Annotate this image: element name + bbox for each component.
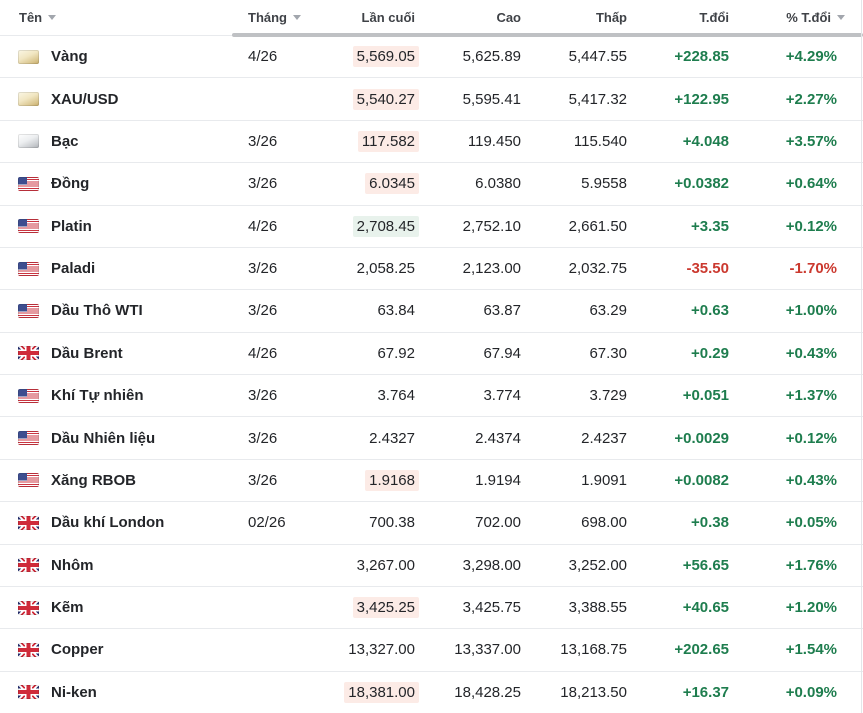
change-cell: +0.0082 bbox=[674, 471, 729, 489]
instrument-cell bbox=[0, 641, 232, 658]
instrument-name[interactable]: Kẽm bbox=[51, 599, 84, 617]
low-cell: 18,213.50 bbox=[560, 683, 627, 701]
change-pct-cell: +0.12% bbox=[785, 429, 837, 447]
last-cell bbox=[310, 639, 420, 660]
instrument-cell bbox=[0, 514, 232, 531]
last-value: 3,425.25 bbox=[353, 597, 419, 618]
table-row[interactable] bbox=[0, 375, 863, 417]
sort-arrow-icon bbox=[293, 15, 301, 20]
last-cell bbox=[310, 258, 420, 279]
us-flag-icon bbox=[18, 177, 39, 191]
low-cell: 1.9091 bbox=[581, 471, 627, 489]
us-flag-icon bbox=[18, 304, 39, 318]
last-cell bbox=[310, 216, 420, 237]
uk-flag-icon bbox=[18, 558, 39, 572]
instrument-cell bbox=[0, 175, 232, 192]
silver-flag-icon bbox=[18, 134, 39, 148]
table-row[interactable] bbox=[0, 163, 863, 205]
instrument-name[interactable]: Copper bbox=[51, 641, 104, 659]
column-header-month[interactable] bbox=[232, 10, 310, 25]
change-cell: +0.051 bbox=[682, 387, 729, 405]
last-value: 2.4327 bbox=[369, 429, 415, 447]
instrument-name[interactable]: Bạc bbox=[51, 132, 79, 150]
high-cell: 702.00 bbox=[475, 514, 521, 532]
instrument-cell bbox=[0, 430, 232, 447]
instrument-cell bbox=[0, 133, 232, 150]
high-cell: 2.4374 bbox=[475, 429, 521, 447]
gold-flag-icon bbox=[18, 50, 39, 64]
table-row[interactable] bbox=[0, 206, 863, 248]
us-flag-icon bbox=[18, 389, 39, 403]
instrument-name[interactable]: Dầu Brent bbox=[51, 344, 123, 362]
last-value: 1.9168 bbox=[365, 470, 419, 491]
table-body bbox=[0, 36, 863, 713]
table-row[interactable] bbox=[0, 333, 863, 375]
change-pct-cell: +0.05% bbox=[785, 514, 837, 532]
low-cell: 2.4237 bbox=[581, 429, 627, 447]
high-cell: 5,595.41 bbox=[462, 90, 521, 108]
column-header-change[interactable] bbox=[631, 10, 733, 25]
low-cell: 2,661.50 bbox=[568, 217, 627, 235]
last-value: 700.38 bbox=[369, 514, 415, 532]
table-row[interactable] bbox=[0, 545, 863, 587]
sort-arrow-icon bbox=[48, 15, 56, 20]
us-flag-icon bbox=[18, 219, 39, 233]
change-pct-cell: +1.54% bbox=[785, 641, 837, 659]
change-cell: +40.65 bbox=[682, 599, 729, 617]
instrument-cell bbox=[0, 260, 232, 277]
last-value: 117.582 bbox=[358, 131, 419, 152]
low-cell: 115.540 bbox=[573, 132, 627, 150]
month-cell: 4/26 bbox=[248, 217, 278, 235]
instrument-cell bbox=[0, 48, 232, 65]
table-row[interactable] bbox=[0, 672, 863, 713]
instrument-name[interactable]: Xăng RBOB bbox=[51, 471, 137, 489]
last-value: 2,058.25 bbox=[356, 260, 415, 278]
us-flag-icon bbox=[18, 431, 39, 445]
column-header-low-label: Thấp bbox=[595, 10, 627, 25]
low-cell: 2,032.75 bbox=[568, 260, 627, 278]
instrument-name[interactable]: Ni-ken bbox=[51, 683, 97, 701]
low-cell: 13,168.75 bbox=[560, 641, 627, 659]
month-cell: 3/26 bbox=[248, 429, 278, 447]
month-cell: 4/26 bbox=[248, 344, 278, 362]
column-header-change-pct-label: % T.đổi bbox=[786, 10, 831, 25]
month-cell: 3/26 bbox=[248, 260, 278, 278]
column-header-change-label: T.đổi bbox=[699, 10, 729, 25]
month-cell: 4/26 bbox=[248, 48, 278, 66]
uk-flag-icon bbox=[18, 643, 39, 657]
low-cell: 63.29 bbox=[589, 302, 627, 320]
low-cell: 698.00 bbox=[581, 514, 627, 532]
uk-flag-icon bbox=[18, 685, 39, 699]
instrument-name[interactable]: Platin bbox=[51, 217, 92, 235]
column-header-low[interactable] bbox=[525, 10, 631, 25]
uk-flag-icon bbox=[18, 346, 39, 360]
table-row[interactable] bbox=[0, 248, 863, 290]
month-cell: 3/26 bbox=[248, 387, 278, 405]
table-row[interactable] bbox=[0, 587, 863, 629]
change-pct-cell: +1.37% bbox=[785, 387, 837, 405]
low-cell: 5,417.32 bbox=[568, 90, 627, 108]
table-row[interactable] bbox=[0, 121, 863, 163]
instrument-cell bbox=[0, 684, 232, 701]
us-flag-icon bbox=[18, 262, 39, 276]
last-value: 5,569.05 bbox=[353, 46, 419, 67]
high-cell: 3,425.75 bbox=[462, 599, 521, 617]
instrument-name[interactable]: Paladi bbox=[51, 260, 96, 278]
last-cell bbox=[310, 46, 420, 67]
change-cell: +16.37 bbox=[682, 683, 729, 701]
change-pct-cell: +3.57% bbox=[785, 132, 837, 150]
change-pct-cell: -1.70% bbox=[789, 260, 837, 278]
column-header-high[interactable] bbox=[420, 10, 525, 25]
high-cell: 67.94 bbox=[483, 344, 521, 362]
change-pct-cell: +2.27% bbox=[785, 90, 837, 108]
month-cell: 02/26 bbox=[248, 514, 286, 532]
last-cell bbox=[310, 89, 420, 110]
column-header-name[interactable] bbox=[0, 10, 232, 25]
instrument-name[interactable]: Vàng bbox=[51, 48, 88, 66]
last-cell bbox=[310, 300, 420, 321]
uk-flag-icon bbox=[18, 601, 39, 615]
low-cell: 3,388.55 bbox=[568, 599, 627, 617]
change-cell: +202.65 bbox=[674, 641, 729, 659]
change-cell: +122.95 bbox=[674, 90, 729, 108]
instrument-name[interactable]: Dầu khí London bbox=[51, 514, 165, 532]
low-cell: 67.30 bbox=[589, 344, 627, 362]
last-cell bbox=[310, 512, 420, 533]
last-value: 67.92 bbox=[377, 344, 415, 362]
high-cell: 18,428.25 bbox=[454, 683, 521, 701]
change-cell: +0.63 bbox=[691, 302, 729, 320]
table-row[interactable] bbox=[0, 36, 863, 78]
column-header-last-label: Lần cuối bbox=[361, 10, 415, 25]
column-header-change-pct[interactable] bbox=[733, 10, 863, 25]
last-value: 6.0345 bbox=[365, 173, 419, 194]
low-cell: 5,447.55 bbox=[568, 48, 627, 66]
last-cell bbox=[310, 555, 420, 576]
instrument-cell bbox=[0, 91, 232, 108]
low-cell: 3.729 bbox=[589, 387, 627, 405]
instrument-name[interactable]: Đồng bbox=[51, 175, 90, 193]
instrument-cell bbox=[0, 302, 232, 319]
low-cell: 5.9558 bbox=[581, 175, 627, 193]
high-cell: 119.450 bbox=[467, 132, 521, 150]
change-pct-cell: +0.12% bbox=[785, 217, 837, 235]
change-cell: +56.65 bbox=[682, 556, 729, 574]
month-cell: 3/26 bbox=[248, 132, 278, 150]
instrument-cell bbox=[0, 599, 232, 616]
high-cell: 1.9194 bbox=[475, 471, 521, 489]
last-cell bbox=[310, 173, 420, 194]
change-pct-cell: +0.43% bbox=[785, 471, 837, 489]
instrument-cell bbox=[0, 472, 232, 489]
high-cell: 13,337.00 bbox=[454, 641, 521, 659]
change-cell: +3.35 bbox=[691, 217, 729, 235]
change-cell: +228.85 bbox=[674, 48, 729, 66]
high-cell: 63.87 bbox=[483, 302, 521, 320]
table-right-border bbox=[861, 0, 862, 713]
column-header-month-label: Tháng bbox=[248, 10, 287, 25]
table-header-row bbox=[0, 0, 863, 36]
change-cell: +0.0029 bbox=[674, 429, 729, 447]
last-value: 63.84 bbox=[377, 302, 415, 320]
table-row[interactable] bbox=[0, 290, 863, 332]
last-value: 5,540.27 bbox=[353, 89, 419, 110]
table-row[interactable] bbox=[0, 78, 863, 120]
change-pct-cell: +0.64% bbox=[785, 175, 837, 193]
instrument-cell bbox=[0, 557, 232, 574]
instrument-name[interactable]: Dầu Nhiên liệu bbox=[51, 429, 156, 447]
change-pct-cell: +0.09% bbox=[785, 683, 837, 701]
table-row[interactable] bbox=[0, 417, 863, 459]
change-pct-cell: +1.76% bbox=[785, 556, 837, 574]
last-cell bbox=[310, 343, 420, 364]
us-flag-icon bbox=[18, 473, 39, 487]
last-value: 3.764 bbox=[377, 387, 415, 405]
low-cell: 3,252.00 bbox=[568, 556, 627, 574]
month-cell: 3/26 bbox=[248, 302, 278, 320]
last-value: 18,381.00 bbox=[344, 682, 419, 703]
instrument-name[interactable]: Nhôm bbox=[51, 556, 94, 574]
table-row[interactable] bbox=[0, 460, 863, 502]
instrument-name[interactable]: Dầu Thô WTI bbox=[51, 302, 143, 320]
last-cell bbox=[310, 428, 420, 449]
gold-flag-icon bbox=[18, 92, 39, 106]
high-cell: 2,752.10 bbox=[462, 217, 521, 235]
high-cell: 5,625.89 bbox=[462, 48, 521, 66]
change-cell: +0.0382 bbox=[674, 175, 729, 193]
high-cell: 2,123.00 bbox=[462, 260, 521, 278]
last-value: 13,327.00 bbox=[348, 641, 415, 659]
last-cell bbox=[310, 385, 420, 406]
column-header-last[interactable] bbox=[310, 10, 420, 25]
table-row[interactable] bbox=[0, 502, 863, 544]
column-header-name-label: Tên bbox=[19, 10, 43, 25]
change-cell: -35.50 bbox=[686, 260, 729, 278]
horizontal-scrollbar[interactable] bbox=[232, 33, 863, 37]
change-pct-cell: +1.00% bbox=[785, 302, 837, 320]
last-cell bbox=[310, 597, 420, 618]
change-cell: +4.048 bbox=[682, 132, 729, 150]
high-cell: 6.0380 bbox=[475, 175, 521, 193]
instrument-cell bbox=[0, 345, 232, 362]
last-cell bbox=[310, 470, 420, 491]
table-row[interactable] bbox=[0, 629, 863, 671]
uk-flag-icon bbox=[18, 516, 39, 530]
change-pct-cell: +4.29% bbox=[785, 48, 837, 66]
column-header-high-label: Cao bbox=[496, 10, 521, 25]
last-value: 3,267.00 bbox=[356, 556, 415, 574]
instrument-cell bbox=[0, 218, 232, 235]
last-cell bbox=[310, 682, 420, 703]
instrument-cell bbox=[0, 387, 232, 404]
sort-arrow-icon bbox=[837, 15, 845, 20]
change-cell: +0.29 bbox=[691, 344, 729, 362]
last-value: 2,708.45 bbox=[353, 216, 419, 237]
month-cell: 3/26 bbox=[248, 471, 278, 489]
change-cell: +0.38 bbox=[691, 514, 729, 532]
instrument-name[interactable]: XAU/USD bbox=[51, 90, 119, 108]
high-cell: 3.774 bbox=[483, 387, 521, 405]
month-cell: 3/26 bbox=[248, 175, 278, 193]
change-pct-cell: +0.43% bbox=[785, 344, 837, 362]
instrument-name[interactable]: Khí Tự nhiên bbox=[51, 387, 144, 405]
change-pct-cell: +1.20% bbox=[785, 599, 837, 617]
high-cell: 3,298.00 bbox=[462, 556, 521, 574]
last-cell bbox=[310, 131, 420, 152]
